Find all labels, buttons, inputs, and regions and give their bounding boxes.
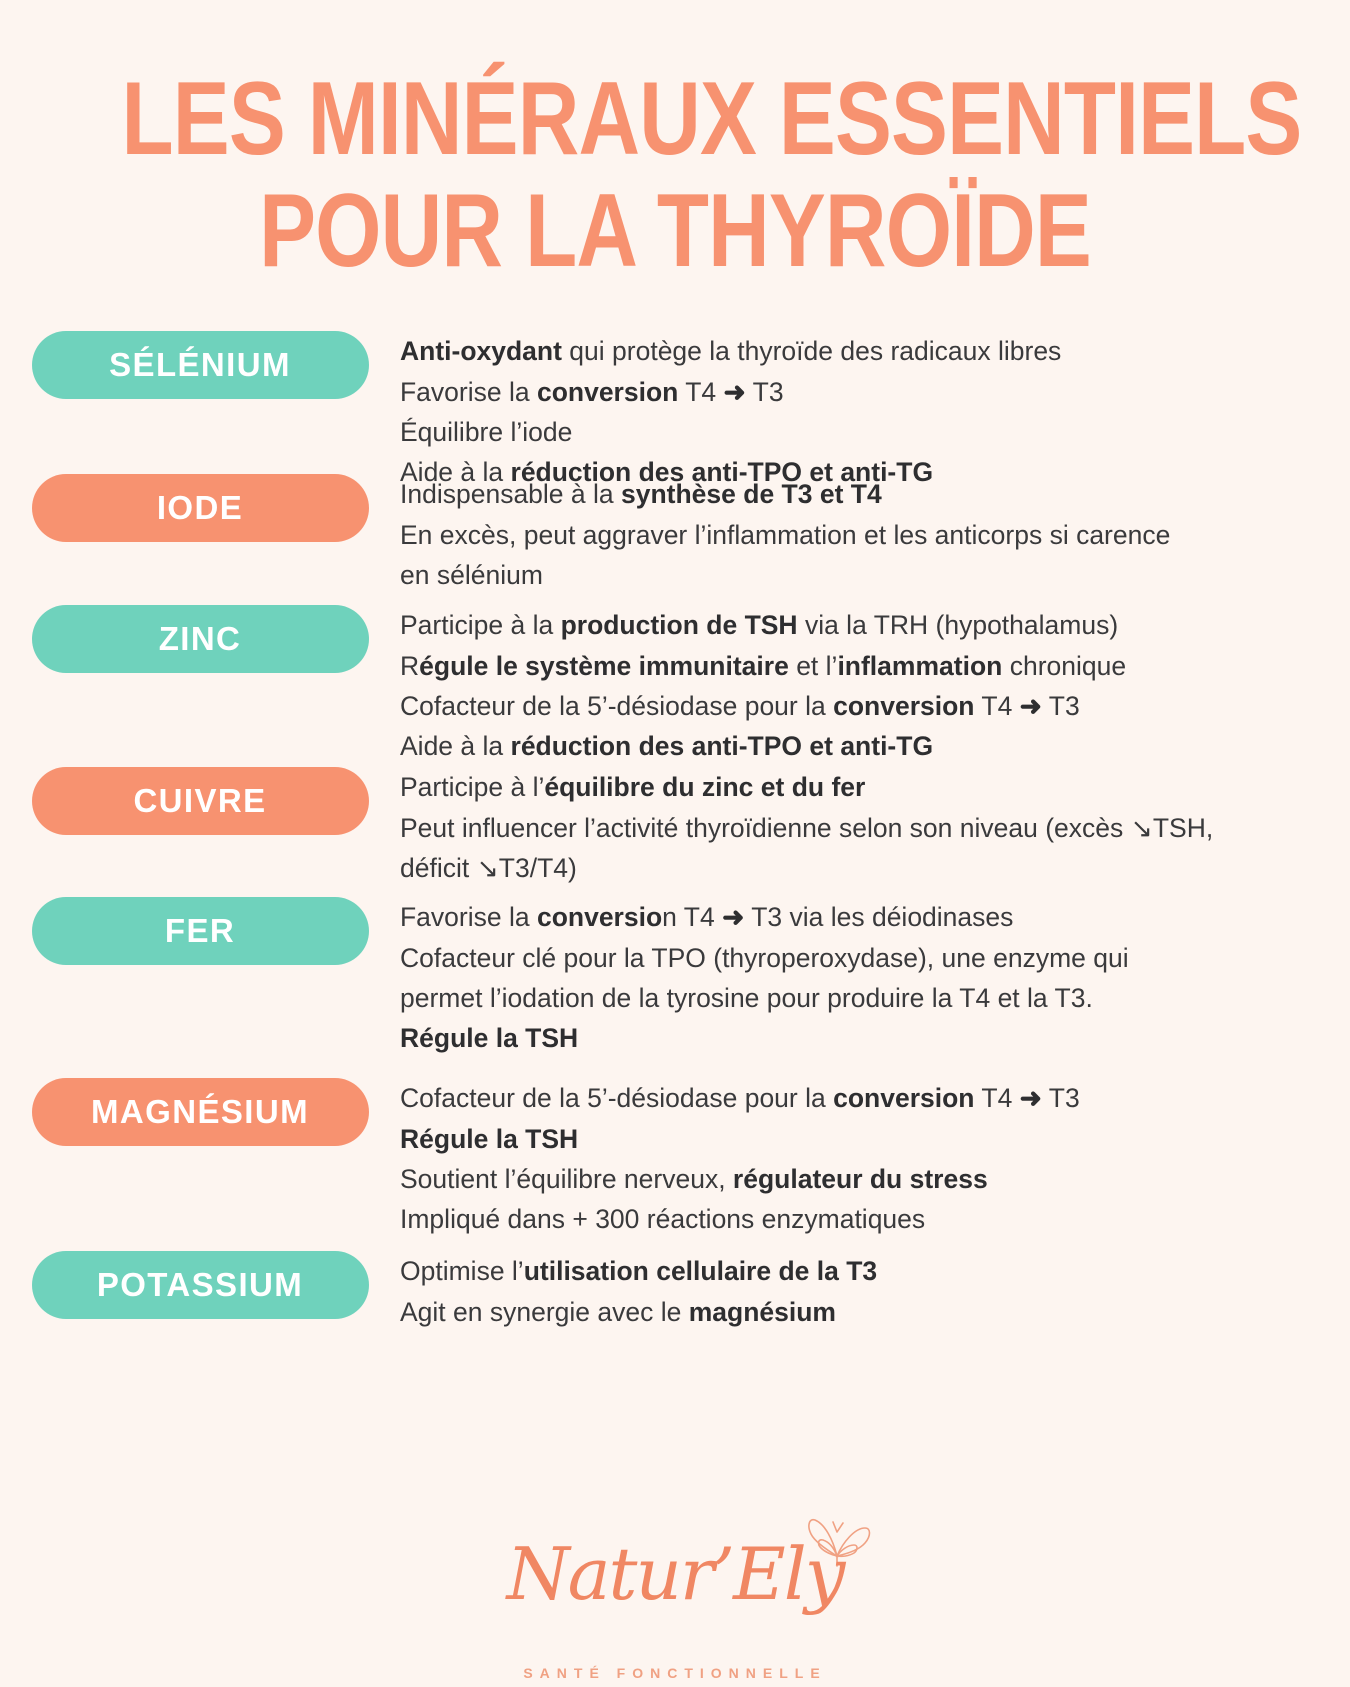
body-text: qui protège la thyroïde des radicaux libres bbox=[561, 336, 1062, 367]
body-text: T4 bbox=[974, 1083, 1020, 1114]
mineral-pill-cell bbox=[0, 331, 400, 399]
emphasis-text: ➜ bbox=[723, 376, 746, 407]
mineral-row bbox=[0, 605, 1350, 767]
body-text: Cofacteur de la 5’-désiodase pour la bbox=[400, 1083, 834, 1114]
body-text: T3 via les déiodinases bbox=[744, 902, 1014, 933]
description-line bbox=[400, 1078, 1294, 1118]
emphasis-text: conversio bbox=[536, 902, 663, 933]
body-text: Favorise la bbox=[400, 902, 537, 933]
body-text: Cofacteur de la 5’-désiodase pour la bbox=[400, 690, 834, 721]
description-line bbox=[400, 1292, 1294, 1332]
mineral-row bbox=[0, 1251, 1350, 1351]
body-text: n T4 bbox=[662, 902, 723, 933]
emphasis-text: production de TSH bbox=[560, 610, 798, 641]
description-line bbox=[400, 808, 1294, 848]
emphasis-text: Anti-oxydant bbox=[400, 336, 562, 367]
emphasis-text: réduction des anti-TPO et anti-TG bbox=[510, 457, 934, 488]
description-line bbox=[400, 331, 1294, 371]
mineral-pill-potassium[interactable]: POTASSIUM bbox=[32, 1251, 369, 1319]
mineral-pill-selenium[interactable]: SÉLÉNIUM bbox=[32, 331, 369, 399]
mineral-pill-cell bbox=[0, 1251, 400, 1319]
mineral-pill-cuivre[interactable]: CUIVRE bbox=[32, 767, 369, 835]
body-text: via la TRH (hypothalamus) bbox=[797, 610, 1119, 641]
mineral-row bbox=[0, 1078, 1350, 1251]
body-text: Impliqué dans + 300 réactions enzymatiques bbox=[400, 1204, 926, 1235]
description-line bbox=[400, 978, 1294, 1018]
page-title bbox=[0, 0, 1350, 289]
title-line-2: POUR LA THYROÏDE bbox=[259, 172, 1091, 289]
body-text: Aide à la bbox=[400, 731, 511, 762]
mineral-description bbox=[400, 331, 1350, 492]
mineral-description bbox=[400, 605, 1350, 766]
emphasis-text: équilibre du zinc et du fer bbox=[544, 772, 866, 803]
mineral-pill-cell bbox=[0, 767, 400, 835]
description-line bbox=[400, 686, 1294, 726]
description-line bbox=[400, 605, 1294, 645]
brand-logo bbox=[0, 1528, 1350, 1681]
mineral-pill-cell bbox=[0, 474, 400, 542]
body-text: Équilibre l’iode bbox=[400, 416, 573, 447]
body-text: Indispensable à la bbox=[400, 479, 621, 510]
body-text: T4 bbox=[974, 690, 1020, 721]
description-line bbox=[400, 555, 1294, 595]
description-line bbox=[400, 474, 1294, 514]
description-line bbox=[400, 848, 1294, 888]
body-text: Participe à l’ bbox=[400, 772, 545, 803]
emphasis-text: synthèse de T3 et T4 bbox=[621, 479, 882, 510]
mineral-pill-iode[interactable]: IODE bbox=[32, 474, 369, 542]
emphasis-text: conversion bbox=[536, 376, 679, 407]
mineral-row bbox=[0, 767, 1350, 897]
emphasis-text: réduction des anti-TPO et anti-TG bbox=[510, 731, 934, 762]
description-line bbox=[400, 412, 1294, 452]
body-text: Peut influencer l’activité thyroïdienne selon son niveau (excès ↘TSH, bbox=[400, 812, 1214, 843]
emphasis-text: conversion bbox=[833, 1083, 975, 1114]
body-text: T3 bbox=[1041, 1083, 1080, 1114]
body-text: Favorise la bbox=[400, 376, 537, 407]
description-line bbox=[400, 372, 1294, 412]
mineral-description bbox=[400, 767, 1350, 888]
description-line bbox=[400, 1018, 1294, 1058]
description-line bbox=[400, 1159, 1294, 1199]
mineral-list bbox=[0, 331, 1350, 1351]
emphasis-text: ➜ bbox=[722, 902, 745, 933]
logo-mark bbox=[465, 1528, 885, 1658]
mineral-pill-cell bbox=[0, 1078, 400, 1146]
emphasis-text: régulateur du stress bbox=[732, 1163, 988, 1194]
body-text: T3 bbox=[1041, 690, 1080, 721]
body-text: T4 bbox=[678, 376, 724, 407]
body-text: en sélénium bbox=[400, 559, 543, 590]
mineral-pill-fer[interactable]: FER bbox=[32, 897, 369, 965]
mineral-description bbox=[400, 1251, 1350, 1332]
logo-tagline: SANTÉ FONCTIONNELLE bbox=[523, 1665, 827, 1681]
body-text: R bbox=[400, 650, 420, 681]
emphasis-text: égule le système immunitaire bbox=[419, 650, 789, 681]
mineral-row bbox=[0, 331, 1350, 488]
body-text: Cofacteur clé pour la TPO (thyroperoxydase), une enzyme qui bbox=[400, 942, 1129, 973]
emphasis-text: magnésium bbox=[688, 1296, 836, 1327]
mineral-pill-magnesium[interactable]: MAGNÉSIUM bbox=[32, 1078, 369, 1146]
body-text: chronique bbox=[1002, 650, 1127, 681]
body-text: Agit en synergie avec le bbox=[400, 1296, 689, 1327]
description-line bbox=[400, 1119, 1294, 1159]
description-line bbox=[400, 767, 1294, 807]
body-text: T3 bbox=[745, 376, 784, 407]
body-text: En excès, peut aggraver l’inflammation et les anticorps si carence bbox=[400, 519, 1171, 550]
body-text: Soutient l’équilibre nerveux, bbox=[400, 1163, 733, 1194]
logo-wordmark: Natur’Ely bbox=[506, 1532, 844, 1616]
body-text: Aide à la bbox=[400, 457, 511, 488]
body-text: Optimise l’ bbox=[400, 1256, 524, 1287]
emphasis-text: Régule la TSH bbox=[400, 1023, 579, 1054]
description-line bbox=[400, 1199, 1294, 1239]
mineral-pill-cell bbox=[0, 897, 400, 965]
mineral-pill-cell bbox=[0, 605, 400, 673]
emphasis-text: inflammation bbox=[837, 650, 1003, 681]
description-line bbox=[400, 1251, 1294, 1291]
emphasis-text: Régule la TSH bbox=[400, 1123, 579, 1154]
mineral-description bbox=[400, 1078, 1350, 1239]
description-line bbox=[400, 515, 1294, 555]
emphasis-text: utilisation cellulaire de la T3 bbox=[523, 1256, 878, 1287]
body-text: déficit ↘T3/T4) bbox=[400, 852, 577, 883]
description-line bbox=[400, 646, 1294, 686]
emphasis-text: ➜ bbox=[1019, 690, 1042, 721]
mineral-row bbox=[0, 897, 1350, 1078]
body-text: et l’ bbox=[788, 650, 838, 681]
emphasis-text: conversion bbox=[833, 690, 975, 721]
description-line bbox=[400, 897, 1294, 937]
emphasis-text: ➜ bbox=[1019, 1083, 1042, 1114]
body-text: Participe à la bbox=[400, 610, 561, 641]
title-line-1: LES MINÉRAUX ESSENTIELS bbox=[121, 61, 1302, 177]
mineral-pill-zinc[interactable]: ZINC bbox=[32, 605, 369, 673]
mineral-description bbox=[400, 474, 1350, 595]
description-line bbox=[400, 726, 1294, 766]
mineral-row bbox=[0, 474, 1350, 605]
description-line bbox=[400, 938, 1294, 978]
body-text: permet l’iodation de la tyrosine pour produire la T4 et la T3. bbox=[400, 982, 1093, 1013]
mineral-description bbox=[400, 897, 1350, 1058]
